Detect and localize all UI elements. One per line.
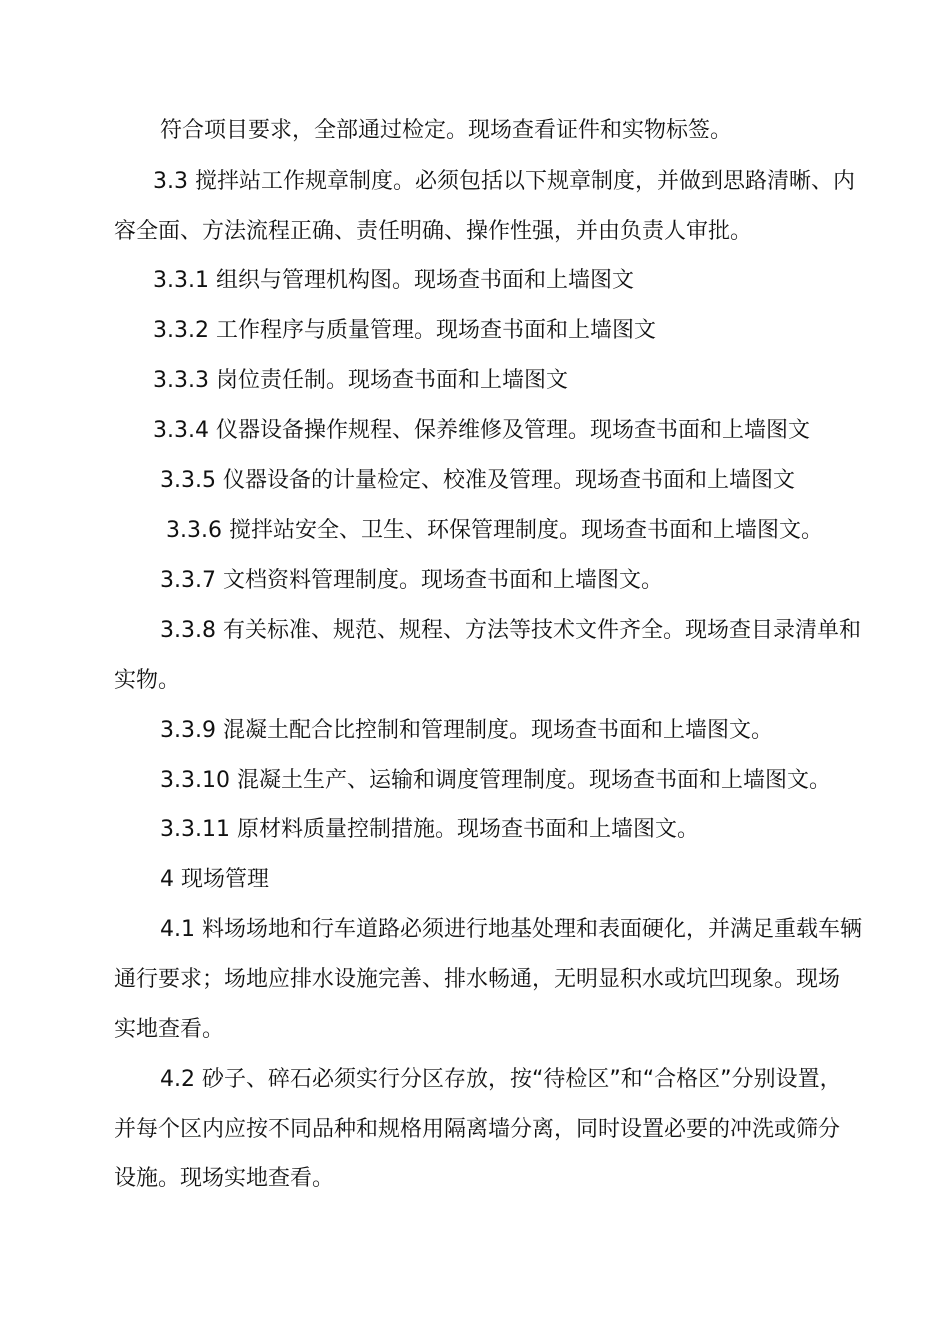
section-heading: 4 现场管理 [160, 867, 269, 892]
text-line: 3.3.9 混凝土配合比控制和管理制度。现场查书面和上墙图文。 [160, 718, 773, 743]
text-line: 3.3.10 混凝土生产、运输和调度管理制度。现场查书面和上墙图文。 [160, 768, 831, 793]
text-line: 3.3.1 组织与管理机构图。现场查书面和上墙图文 [153, 268, 634, 293]
text-line: 通行要求；场地应排水设施完善、排水畅通，无明显积水或坑凹现象。现场 [114, 967, 841, 992]
text-line: 实物。 [114, 668, 181, 693]
text-line: 3.3.3 岗位责任制。现场查书面和上墙图文 [153, 368, 568, 393]
text-line: 4.2 砂子、碎石必须实行分区存放，按“待检区”和“合格区”分别设置， [160, 1067, 842, 1092]
text-line: 容全面、方法流程正确、责任明确、操作性强，并由负责人审批。 [114, 219, 753, 244]
text-line: 3.3.5 仪器设备的计量检定、校准及管理。现场查书面和上墙图文 [160, 468, 795, 493]
text-line: 4.1 料场场地和行车道路必须进行地基处理和表面硬化，并满足重载车辆 [160, 917, 862, 942]
text-line: 3.3.11 原材料质量控制措施。现场查书面和上墙图文。 [160, 817, 699, 842]
text-line: 并每个区内应按不同品种和规格用隔离墙分离，同时设置必要的冲洗或筛分 [114, 1117, 841, 1142]
text-line: 3.3.8 有关标准、规范、规程、方法等技术文件齐全。现场查目录清单和 [160, 618, 861, 643]
text-line: 3.3.6 搅拌站安全、卫生、环保管理制度。现场查书面和上墙图文。 [166, 518, 823, 543]
text-line: 3.3.7 文档资料管理制度。现场查书面和上墙图文。 [160, 568, 663, 593]
text-line: 3.3 搅拌站工作规章制度。必须包括以下规章制度，并做到思路清晰、内 [153, 169, 855, 194]
text-line: 设施。现场实地查看。 [114, 1166, 335, 1191]
text-line: 3.3.2 工作程序与质量管理。现场查书面和上墙图文 [153, 318, 656, 343]
text-line: 实地查看。 [114, 1017, 225, 1042]
text-line: 符合项目要求，全部通过检定。现场查看证件和实物标签。 [160, 118, 733, 143]
text-line: 3.3.4 仪器设备操作规程、保养维修及管理。现场查书面和上墙图文 [153, 418, 810, 443]
